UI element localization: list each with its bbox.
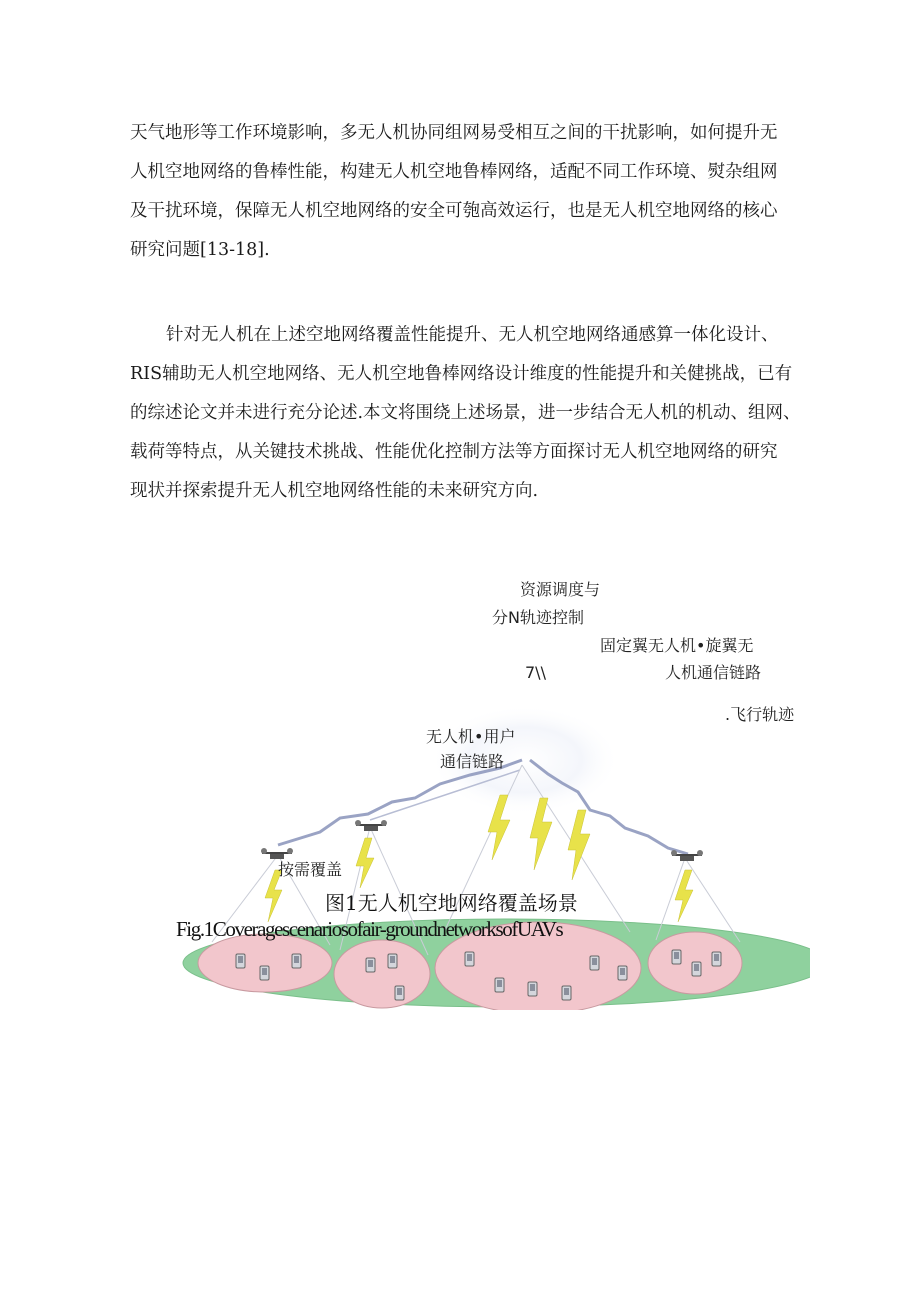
phone-icon — [388, 954, 397, 968]
figure-caption-english: Fig.1Coveragescenariosofair-groundnetworksofUAVs — [176, 917, 563, 941]
label-fixed-rotary-link-2: 人机通信链路 — [665, 663, 762, 682]
paragraph-line: 人机空地网络的鲁棒性能，构建无人机空地鲁棒网络，适配不同工作环境、熨杂组网 — [130, 162, 778, 182]
phone-icon — [712, 952, 721, 966]
phone-icon — [562, 986, 571, 1000]
paragraph-line: 及干扰环境，保障无人机空地网络的安全可匏高效运行，也是无人机空地网络的核心 — [130, 201, 778, 221]
label-stray-mark: 7\\ — [525, 663, 546, 682]
label-uav-user-link: 无人机•用户 — [426, 727, 516, 746]
coverage-cell — [198, 934, 332, 992]
paragraph-line: RIS辅助无人机空地网络、无人机空地鲁棒网络设计维度的性能提升和关健挑战，已有 — [130, 364, 793, 384]
phone-icon — [618, 966, 627, 980]
phone-icon — [465, 952, 474, 966]
phone-icon — [528, 982, 537, 996]
phone-icon — [395, 986, 404, 1000]
phone-icon — [366, 958, 375, 972]
drone-icon — [355, 820, 387, 831]
phone-icon — [292, 954, 301, 968]
body-paragraph-1 — [130, 114, 830, 270]
paragraph-line: 现状并探索提升无人机空地网络性能的未来研究方向. — [130, 481, 539, 501]
label-on-demand-coverage: 按需覆盖 — [278, 860, 343, 879]
body-paragraph-2 — [130, 316, 830, 511]
drone-icon — [261, 848, 293, 859]
label-flight-trajectory: .飞行轨迹 — [725, 705, 795, 724]
paragraph-line: 针对无人机在上述空地网络覆盖性能提升、无人机空地网络通感算一体化设计、 — [166, 325, 779, 345]
paragraph-line: 载荷等特点，从关键技术挑战、性能优化控制方法等方面探讨无人机空地网络的研究 — [130, 442, 778, 462]
label-resource-scheduling: 资源调度与 — [520, 580, 601, 599]
paragraph-line: 研究问题[13-18]. — [130, 240, 270, 260]
figure-caption-chinese: 图1无人机空地网络覆盖场景 — [325, 891, 578, 915]
phone-icon — [236, 954, 245, 968]
coverage-cell — [334, 940, 430, 1008]
drone-icon — [671, 850, 703, 861]
phone-icon — [672, 950, 681, 964]
phone-icon — [260, 966, 269, 980]
label-uav-user-link-2: 通信链路 — [440, 752, 505, 771]
phone-icon — [692, 962, 701, 976]
coverage-scenario-figure — [170, 570, 810, 1010]
paragraph-line: 天气地形等工作环境影响，多无人机协同组网易受相互之间的干扰影响，如何提升无 — [130, 123, 778, 143]
phone-icon — [495, 978, 504, 992]
paragraph-line: 的综述论文并未进行充分论述.本文将围绕上述场景，进一步结合无人机的机动、组网、 — [130, 403, 801, 423]
label-trajectory-control: 分N轨迹控制 — [492, 608, 584, 627]
phone-icon — [590, 956, 599, 970]
label-fixed-rotary-link: 固定翼无人机•旋翼无 — [600, 636, 754, 655]
